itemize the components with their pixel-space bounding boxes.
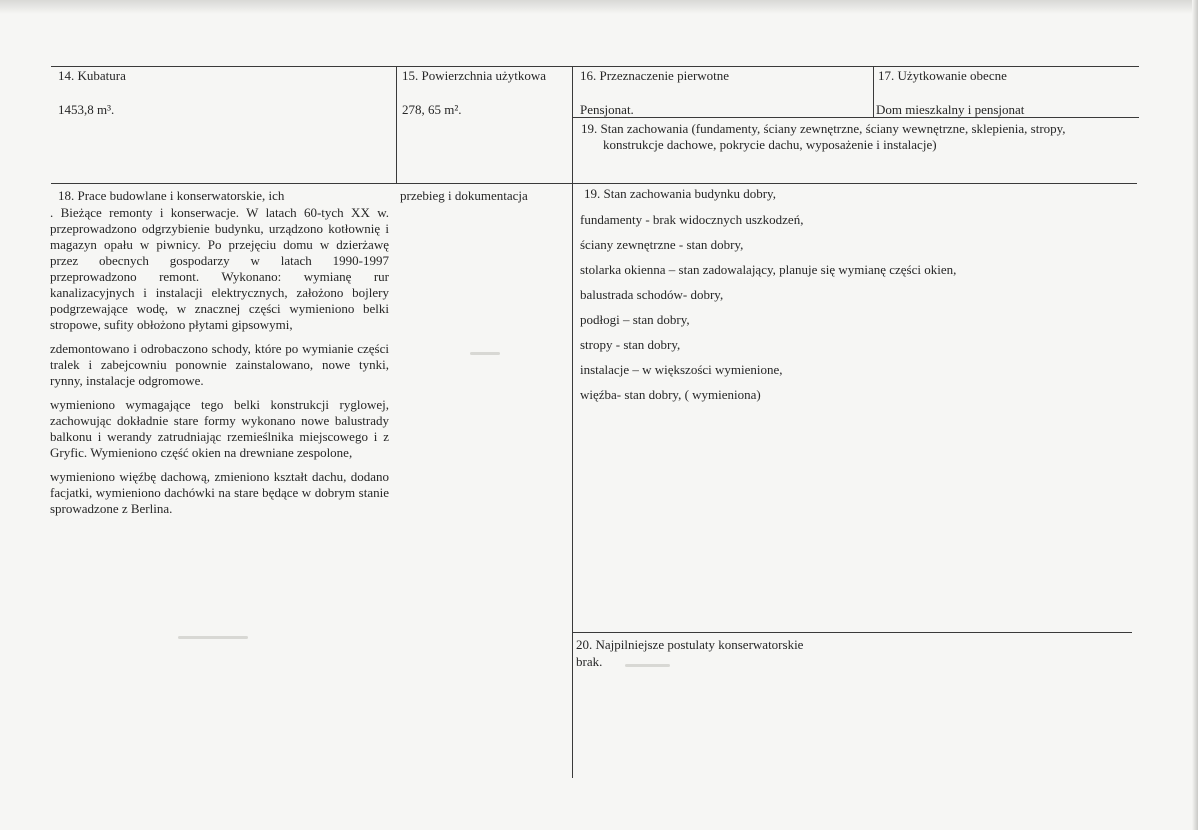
section-divider-line	[51, 183, 1137, 184]
uzytkowanie-value: Dom mieszkalny i pensjonat	[876, 102, 1025, 117]
prace-label: 18. Prace budowlane i konserwatorskie, ich	[58, 188, 285, 203]
stan-item-wiezba: więźba- stan dobry, ( wymieniona)	[580, 387, 761, 402]
prace-body	[50, 205, 389, 525]
scan-smudge	[625, 664, 670, 667]
stan-header-line2: konstrukcje dachowe, pokrycie dachu, wyposażenie i instalacje)	[603, 137, 937, 152]
przeznaczenie-value: Pensjonat.	[580, 102, 634, 117]
stan-item-podlogi: podłogi – stan dobry,	[580, 312, 690, 327]
postulaty-top-line	[572, 632, 1132, 633]
postulaty-label: 20. Najpilniejsze postulaty konserwatorskie	[576, 637, 804, 652]
scan-smudge	[470, 352, 500, 355]
przeznaczenie-label: 16. Przeznaczenie pierwotne	[580, 68, 730, 83]
stan-item-balustrada: balustrada schodów- dobry,	[580, 287, 724, 302]
uzytkowanie-label: 17. Użytkowanie obecne	[878, 68, 1007, 83]
col-divider-2	[572, 66, 573, 778]
stan-item-sciany: ściany zewnętrzne - stan dobry,	[580, 237, 744, 252]
prace-paragraph-3: wymieniono wymagające tego belki konstrukcji ryglowej, zachowując dokładnie stare formy wykonano nowe balustrady balkonu i werandy zatrudniając rzemieślnika miejscowego i z Gryfic. Wymieniono część okien na drewniane zespolone,	[50, 397, 389, 460]
stan-item-stropy: stropy - stan dobry,	[580, 337, 681, 352]
postulaty-value: brak.	[576, 654, 603, 669]
col-divider-3	[873, 66, 874, 118]
prace-label-continued: przebieg i dokumentacja	[400, 188, 528, 203]
col-divider-1	[396, 66, 397, 184]
stan-item-ogolny: 19. Stan zachowania budynku dobry,	[584, 186, 776, 201]
scan-edge-top	[0, 0, 1198, 14]
prace-paragraph-4: wymieniono więźbę dachową, zmieniono kształt dachu, dodano facjatki, wymieniono dachówki na stare będące w dobrym stanie sprowadzone z Berlina.	[50, 469, 389, 516]
stan-item-fundamenty: fundamenty - brak widocznych uszkodzeń,	[580, 212, 804, 227]
prace-paragraph-2: zdemontowano i odrobaczono schody, które po wymianie części tralek i zabejcowniu ponownie zainstalowano, nowe tynki, rynny, instalacje odgromowe.	[50, 341, 389, 388]
kubatura-value: 1453,8 m³.	[58, 102, 115, 117]
powierzchnia-label: 15. Powierzchnia użytkowa	[402, 68, 547, 83]
prace-paragraph-1: . Bieżące remonty i konserwacje. W latach 60-tych XX w. przeprowadzono odgrzybienie budynku, urządzono kotłownię i magazyn opału w piwnicy. Po przejęciu domu w dzierżawę przez obecnych gospodarzy w latach 1990-1997 przeprowadzono remont. Wykonano: wymianę rur kanalizacyjnych i instalacji elektrycznych, założono bojlery podgrzewające wodę, w znacznej części wymieniono belki stropowe, sufity obłożono płytami gipsowymi,	[50, 205, 389, 332]
stan-item-instalacje: instalacje – w większości wymienione,	[580, 362, 783, 377]
scan-edge-right	[1192, 0, 1198, 830]
stan-header-line1: 19. Stan zachowania (fundamenty, ściany zewnętrzne, ściany wewnętrzne, sklepienia, stropy,	[581, 121, 1066, 136]
stan-item-stolarka: stolarka okienna – stan zadowalający, planuje się wymianę części okien,	[580, 262, 957, 277]
kubatura-label: 14. Kubatura	[58, 68, 126, 83]
powierzchnia-value: 278, 65 m².	[402, 102, 462, 117]
scan-smudge	[178, 636, 248, 639]
stan-list	[580, 186, 1130, 416]
top-border-line	[51, 66, 1139, 67]
